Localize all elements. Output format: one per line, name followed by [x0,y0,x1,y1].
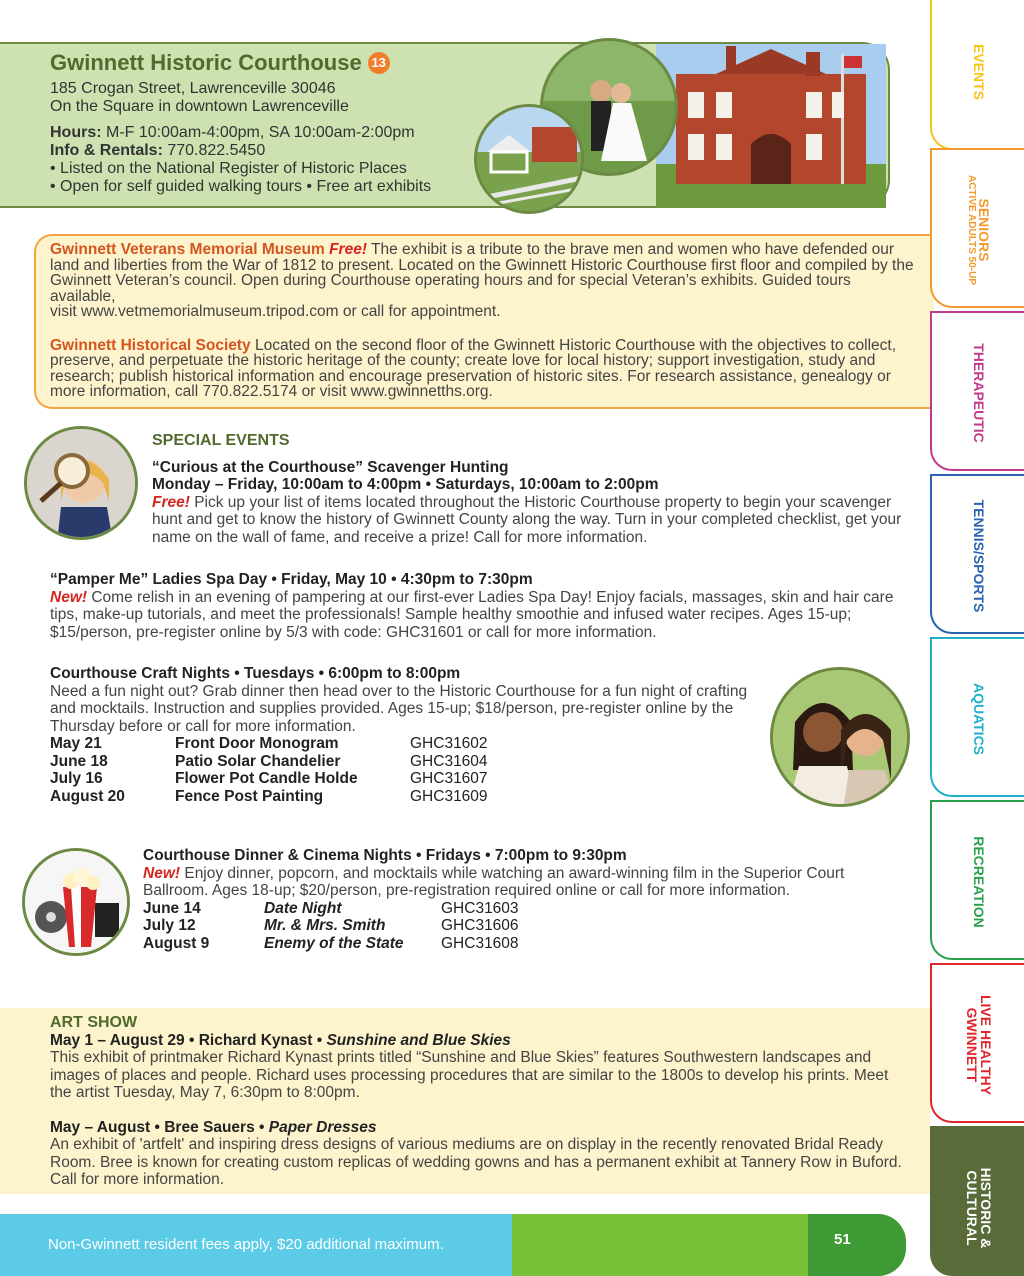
schedule-code: GHC31606 [441,917,519,934]
art-show-section [50,1014,914,1189]
special-events-heading: SPECIAL EVENTS [152,432,290,449]
schedule-code: GHC31602 [410,735,488,752]
schedule-code: GHC31609 [410,787,488,805]
art-show-1-title: May 1 – August 29 • Richard Kynast • Sunshine and Blue Skies [50,1031,511,1049]
schedule-date: June 18 [50,752,108,770]
schedule-row [50,770,750,788]
scavenger-title: “Curious at the Courthouse” Scavenger Hunting [152,458,509,476]
schedule-title: Enemy of the State [264,934,404,952]
scavenger-description: Free! Pick up your list of items located throughout the Historic Courthouse property to begin your scavenger hunt and get to know the history of Gwinnett County along the way. Turn in your completed checklist, get your name on the wall of fame, and receive a prize! Call for more information. [152,493,902,546]
tab-recreation[interactable] [930,800,1024,960]
tab-label: HISTORIC & CULTURAL [964,1167,994,1249]
tab-label: LIVE HEALTHY GWINNETT [964,994,994,1096]
cinema-nights-description: New! Enjoy dinner, popcorn, and mocktails while watching an award-winning film in the Superior Court Ballroom. Ages 18-up; $20/person, pre-registration required online or call for more information. [143,864,845,899]
courthouse-hours: Hours: M-F 10:00am-4:00pm, SA 10:00am-2:00pm [50,124,415,141]
veterans-free-label: Free! [329,241,367,258]
special-events-section [152,432,922,546]
courthouse-building-photo [656,44,886,208]
page-number: 51 [834,1231,851,1248]
magnifying-glass-girl-photo [24,426,138,540]
tab-therapeutic[interactable] [930,311,1024,471]
spa-day-title: “Pamper Me” Ladies Spa Day • Friday, May 10 • 4:30pm to 7:30pm [50,571,533,588]
schedule-date: August 20 [50,787,125,805]
tab-seniors[interactable] [930,148,1024,308]
popcorn-movie-photo [22,848,130,956]
veterans-museum-paragraph: Gwinnett Veterans Memorial Museum Free! The exhibit is a tribute to the brave men and women who have defended our land and liberties from the War of 1812 to present. Located on the Gwinnett Historic Courthouse first floor and compiled by the Gwinnett Veteran’s council. Open during Courthouse operating hours and for special Veteran’s exhibits. Guided tours available, visit www.vetmemorialmuseum.tripod.com or call for appointment. [50,241,914,320]
tab-label: THERAPEUTIC [971,343,987,443]
tab-aquatics[interactable] [930,637,1024,797]
historical-society-paragraph: Gwinnett Historical Society Located on the second floor of the Gwinnett Historic Courthouse with the objectives to collect, preserve, and perpetuate the historic heritage of the county; create love for local history; support investigation, study and research; publish historical information and encourage preservation of historic sites. For research assistance, genealogy or more information, call 770.822.5174 or visit www.gwinnetths.org. [50,336,897,400]
craft-nights-section [50,665,750,805]
cinema-nights-title: Courthouse Dinner & Cinema Nights • Fridays • 7:00pm to 9:30pm [143,847,627,864]
spa-day-description: New! Come relish in an evening of pampering at our first-ever Ladies Spa Day! Enjoy facials, massages, skin and hair care tips, make-up tutorials, and meet the professionals! Sample healthy smoothie and infused water recipes. Ages 15-up; $15/person, pre-register online by 5/3 with code: GHC31601 or call for more information. [50,588,894,641]
tab-label: TENNIS/SPORTS [971,499,987,613]
tab-label: SENIORS ACTIVE ADULTS 50-UP [966,174,993,285]
schedule-code: GHC31603 [441,899,519,917]
craft-nights-description: Need a fun night out? Grab dinner then head over to the Historic Courthouse for a fun night of crafting and mocktails. Instruction and supplies provided. Ages 15-up; $18/person, pre-register online by the Thursday before or call for more information. [50,682,748,735]
map-number-badge: 13 [368,52,390,74]
tab-label: AQUATICS [971,682,987,756]
cinema-new-label: New! [143,864,181,882]
schedule-row [143,917,903,935]
gazebo-grounds-photo [474,104,584,214]
footer-page-tab [808,1214,906,1276]
courthouse-info [50,50,490,196]
tab-live-healthy[interactable] [930,963,1024,1123]
schedule-row [143,935,903,953]
courthouse-bullet-register: • Listed on the National Register of Historic Places [50,160,407,177]
cinema-nights-section [143,847,903,952]
art-show-1-description: This exhibit of printmaker Richard Kynast prints titled “Sunshine and Blue Skies” features Southwestern landscapes and images of places and people. Richard uses processing procedures that are similar to the 1800s to develop his prints. Meet the artist Tuesday, May 7, 6:30pm to 8:00pm. [50,1049,889,1101]
courthouse-bullet-tours: • Open for self guided walking tours • Free art exhibits [50,178,432,195]
schedule-title: Flower Pot Candle Holde [175,770,358,787]
art-show-2-description: An exhibit of 'artfelt' and inspiring dress designs of various mediums are on display in the recently renovated Bridal Ready Room. Bree is known for creating custom replicas of wedding gowns and has a permanent exhibit at Tannery Row in Buford. Call for more information. [50,1136,902,1188]
tab-historic[interactable] [930,1126,1024,1276]
museums-info [50,242,920,400]
footer-fee-note: Non-Gwinnett resident fees apply, $20 additional maximum. [48,1236,444,1253]
schedule-date: August 9 [143,934,210,952]
schedule-title: Mr. & Mrs. Smith [264,917,386,934]
art-show-2-title: May – August • Bree Sauers • Paper Dresses [50,1118,377,1136]
tab-events[interactable] [930,0,1024,150]
schedule-title: Patio Solar Chandelier [175,752,341,770]
schedule-code: GHC31608 [441,934,519,952]
schedule-row [50,788,750,806]
schedule-row [50,735,750,753]
cinema-nights-schedule [143,900,903,953]
smiling-women-photo [770,667,910,807]
schedule-row [143,900,903,918]
schedule-code: GHC31604 [410,752,488,770]
schedule-date: June 14 [143,899,201,917]
schedule-title: Fence Post Painting [175,787,324,805]
tab-label: EVENTS [971,43,987,100]
schedule-date: July 16 [50,770,103,787]
schedule-row [50,753,750,771]
courthouse-address: 185 Crogan Street, Lawrenceville 30046 [50,80,336,97]
historical-society-name: Gwinnett Historical Society [50,336,251,354]
courthouse-location: On the Square in downtown Lawrenceville [50,98,349,115]
tab-tennis-sports[interactable] [930,474,1024,634]
spa-new-label: New! [50,588,88,606]
art-show-heading: ART SHOW [50,1014,138,1031]
tab-label: RECREATION [971,836,987,928]
craft-nights-title: Courthouse Craft Nights • Tuesdays • 6:00pm to 8:00pm [50,665,461,682]
veterans-museum-name: Gwinnett Veterans Memorial Museum [50,241,325,258]
scavenger-free-label: Free! [152,493,190,511]
veterans-museum-contact: visit www.vetmemorialmuseum.tripod.com or call for appointment. [50,303,501,320]
craft-nights-schedule [50,735,750,805]
courthouse-info-rentals: Info & Rentals: 770.822.5450 [50,142,266,159]
schedule-date: July 12 [143,917,196,934]
spa-day-section [50,571,922,641]
schedule-title: Front Door Monogram [175,735,339,752]
scavenger-schedule: Monday – Friday, 10:00am to 4:00pm • Saturdays, 10:00am to 2:00pm [152,476,659,493]
schedule-code: GHC31607 [410,770,488,787]
schedule-title: Date Night [264,899,342,917]
schedule-date: May 21 [50,735,102,752]
courthouse-title: Gwinnett Historic Courthouse 13 [50,50,490,76]
